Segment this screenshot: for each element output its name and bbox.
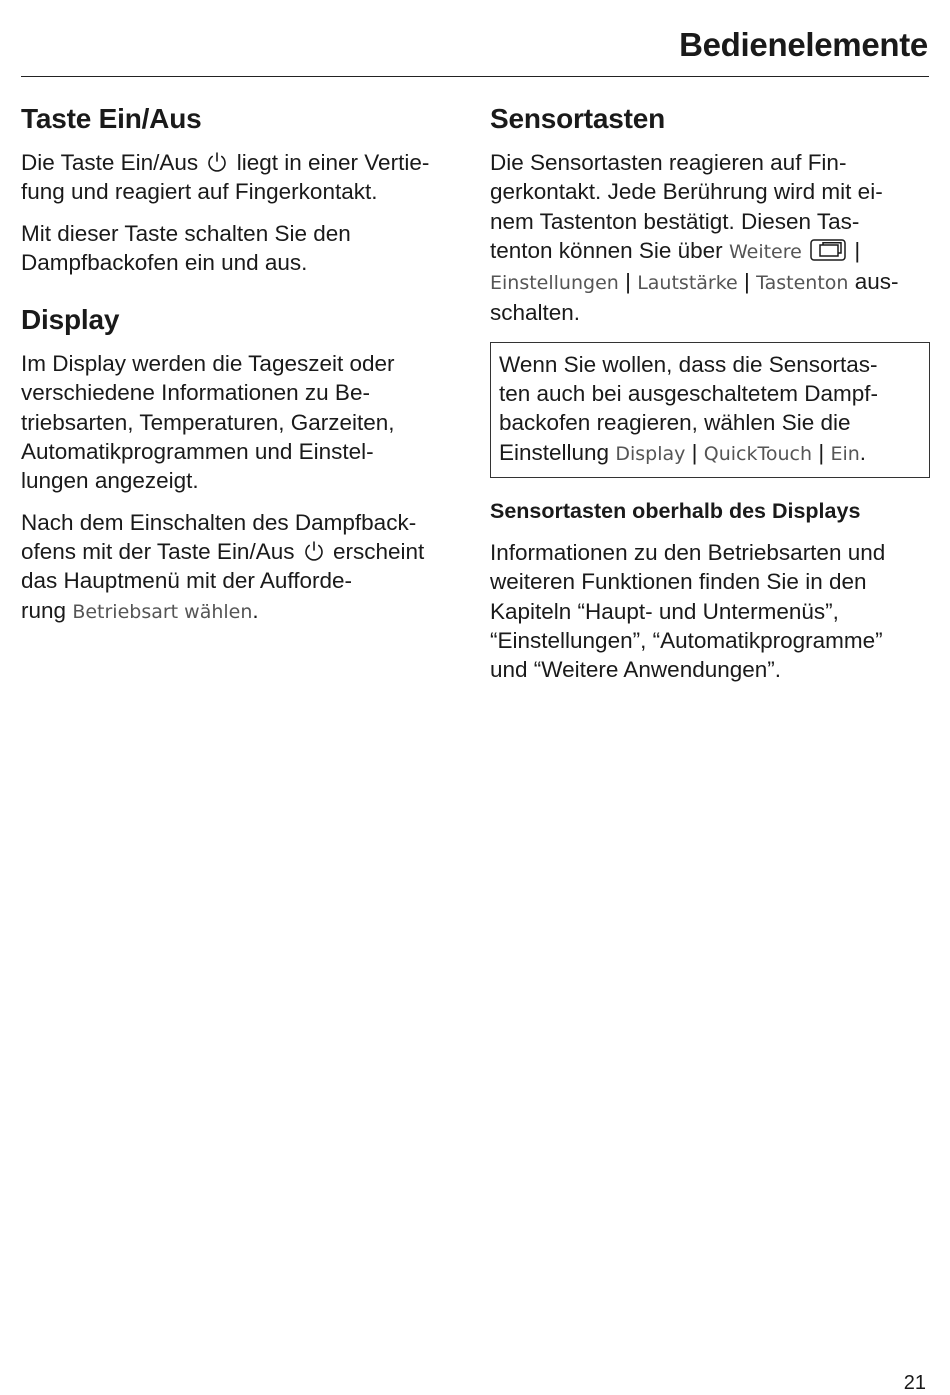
heading-taste-ein-aus: Taste Ein/Aus	[21, 103, 202, 134]
display-text-quicktouch: QuickTouch	[703, 442, 813, 465]
paragraph-display-1	[21, 349, 466, 495]
text: das Hauptmenü mit der Aufforde-	[21, 568, 353, 594]
heading-sensortasten: Sensortasten	[490, 103, 665, 134]
text: Wenn Sie wollen, dass die Sensortas-	[499, 351, 878, 377]
text: erscheint	[333, 538, 425, 564]
text: aus-	[854, 269, 899, 295]
page-number: 21	[903, 1372, 926, 1394]
separator: |	[744, 269, 750, 295]
text: Mit dieser Taste schalten Sie den	[21, 220, 351, 246]
text: fung und reagiert auf Fingerkontakt.	[21, 179, 378, 205]
paragraph-display-2	[21, 508, 466, 627]
text: ten auch bei ausgeschaltetem Dampf-	[499, 381, 878, 407]
paragraph-taste-2	[21, 219, 466, 278]
text: Nach dem Einschalten des Dampfback-	[21, 509, 417, 535]
text: schalten.	[490, 300, 581, 326]
text: tenton können Sie über	[490, 237, 723, 263]
right-column	[490, 100, 930, 696]
text: Im Display werden die Tageszeit oder	[21, 351, 395, 377]
text: triebsarten, Temperaturen, Garzeiten,	[21, 409, 395, 435]
display-text-betriebsart: Betriebsart wählen	[72, 600, 253, 623]
text: Einstellung	[499, 439, 610, 465]
separator: |	[818, 439, 825, 465]
separator: |	[854, 237, 861, 263]
heading-sensortasten-oberhalb: Sensortasten oberhalb des Displays	[490, 498, 861, 523]
header-divider	[21, 76, 929, 77]
text: ofens mit der Taste Ein/Aus	[21, 538, 295, 564]
display-text-weitere: Weitere	[728, 240, 802, 263]
text: rung	[21, 597, 67, 623]
text: Dampfbackofen ein und aus.	[21, 249, 308, 275]
note-box	[490, 342, 930, 478]
left-column	[21, 100, 466, 639]
text: gerkontakt. Jede Berührung wird mit ei-	[490, 179, 883, 205]
text: Kapiteln “Haupt- und Untermenüs”,	[490, 598, 839, 624]
text: weiteren Funktionen finden Sie in den	[490, 569, 867, 595]
text: lungen angezeigt.	[21, 468, 199, 494]
paragraph-oberhalb	[490, 538, 930, 684]
text: und “Weitere Anwendungen”.	[490, 657, 782, 683]
text: “Einstellungen”, “Automatikprogramme”	[490, 627, 883, 653]
menu-icon	[810, 239, 846, 261]
display-text-lautstaerke: Lautstärke	[637, 272, 738, 295]
display-text-display: Display	[615, 442, 686, 465]
power-icon	[206, 151, 228, 173]
paragraph-sensortasten	[490, 148, 930, 328]
text: Die Taste Ein/Aus	[21, 150, 199, 175]
text: liegt in einer Vertie-	[236, 150, 430, 175]
page-header-title: Bedienelemente	[679, 26, 928, 63]
paragraph-taste-1	[21, 148, 466, 207]
separator: |	[691, 439, 698, 465]
text: Informationen zu den Betriebsarten und	[490, 539, 886, 565]
text: nem Tastenton bestätigt. Diesen Tas-	[490, 208, 860, 234]
text: .	[859, 439, 867, 465]
power-icon	[303, 540, 325, 562]
text: backofen reagieren, wählen Sie die	[499, 410, 851, 436]
text: Automatikprogrammen und Einstel-	[21, 439, 374, 465]
separator: |	[625, 269, 631, 295]
text: verschiedene Informationen zu Be-	[21, 380, 370, 406]
display-text-ein: Ein	[830, 442, 860, 465]
display-text-einstellungen: Einstellungen	[490, 272, 619, 295]
heading-display: Display	[21, 304, 120, 336]
text: .	[252, 597, 259, 623]
display-text-tastenton: Tastenton	[756, 272, 849, 295]
note-text	[499, 350, 921, 469]
text: Die Sensortasten reagieren auf Fin-	[490, 150, 847, 175]
